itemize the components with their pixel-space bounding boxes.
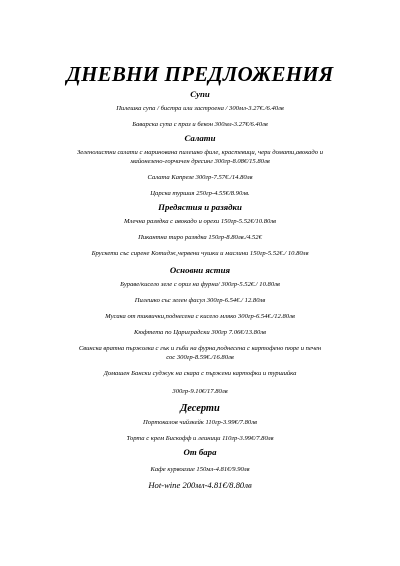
menu-item: Свинска вратна пържолка с гък и гъби на фурна,поднесена с картофено пюре и печен (78, 345, 322, 352)
menu-item: Торта с крем Бискофф и леиници 110гр-3.99€/7.80лв (126, 435, 274, 442)
section-heading-desserts: Десерти (180, 403, 220, 414)
menu-item: Царска туршия 250гр-4.55€/8.90лв. (150, 190, 250, 197)
menu-item: Кафе курвоазие 150мл-4.81€/9.90лв (150, 466, 250, 473)
section-heading-bar: От бара (183, 447, 217, 457)
menu-item: 300гр-9.10€/17.80лв (172, 388, 228, 395)
section-heading-mains: Основни ястия (169, 265, 231, 275)
menu-item: Мусака от тиквички,поднесена с кисело мляко 300гр-6.54€./12.80лв (105, 313, 295, 320)
menu-item: Зеленолистни салати с маринована пилешко филе, крастевици, чери домати,авокадо и (76, 149, 324, 156)
menu-item: Млечна разядка с авокадо и орехи 150гр-5.52€/10.80лв (123, 218, 277, 225)
menu-content (40, 89, 360, 490)
section-heading-salads: Салати (184, 133, 216, 143)
menu-item: Пикантна тиро разядка 150гр-8.80лв./4.52€ (138, 234, 262, 241)
menu-item: Бураве/кисело зеле с ориз на фурна/ 300гр-5.52€./ 10.80лв (120, 281, 280, 288)
menu-item: Пилешко със зелен фасул 300гр-6.54€./ 12.80лв (134, 297, 266, 304)
menu-item: Салата Капрезе 300гр-7.57€./14.80лв (147, 174, 253, 181)
menu-item: Пилешка супа / бистра или застроена / 300мл-3.27€./6.40лв (116, 105, 284, 112)
menu-item: Брускети със сирене Котидж,червени чушки и маслини 150гр-5.52€./ 10.80лв (91, 250, 309, 257)
page-title: ДНЕВНИ ПРЕДЛОЖЕНИЯ (66, 62, 334, 86)
menu-item: Баварска супа с праз и бекон 300мл-3.27€/6.40лв (132, 121, 268, 128)
menu-item: Hot-wine 200мл-4.81€/8.80лв (148, 480, 252, 490)
menu-item: Кюфтета по Цариградски 300гр 7.06€/13.80лв (133, 329, 266, 336)
section-heading-starters: Предястия и разядки (158, 202, 242, 212)
menu-item: майонезено-горчичен дресинг 300гр-8.08€/15.80лв (130, 158, 270, 165)
menu-item: Домашен Бански суджук на скара с пържени картофки и туршийка (103, 370, 297, 377)
menu-item: Портокалов чийзкейк 110гр-3.99€/7.80лв (143, 419, 257, 426)
menu-item: сос 300гр-8.59€./16.80лв (166, 354, 234, 361)
section-heading-soups: Супи (190, 89, 210, 99)
